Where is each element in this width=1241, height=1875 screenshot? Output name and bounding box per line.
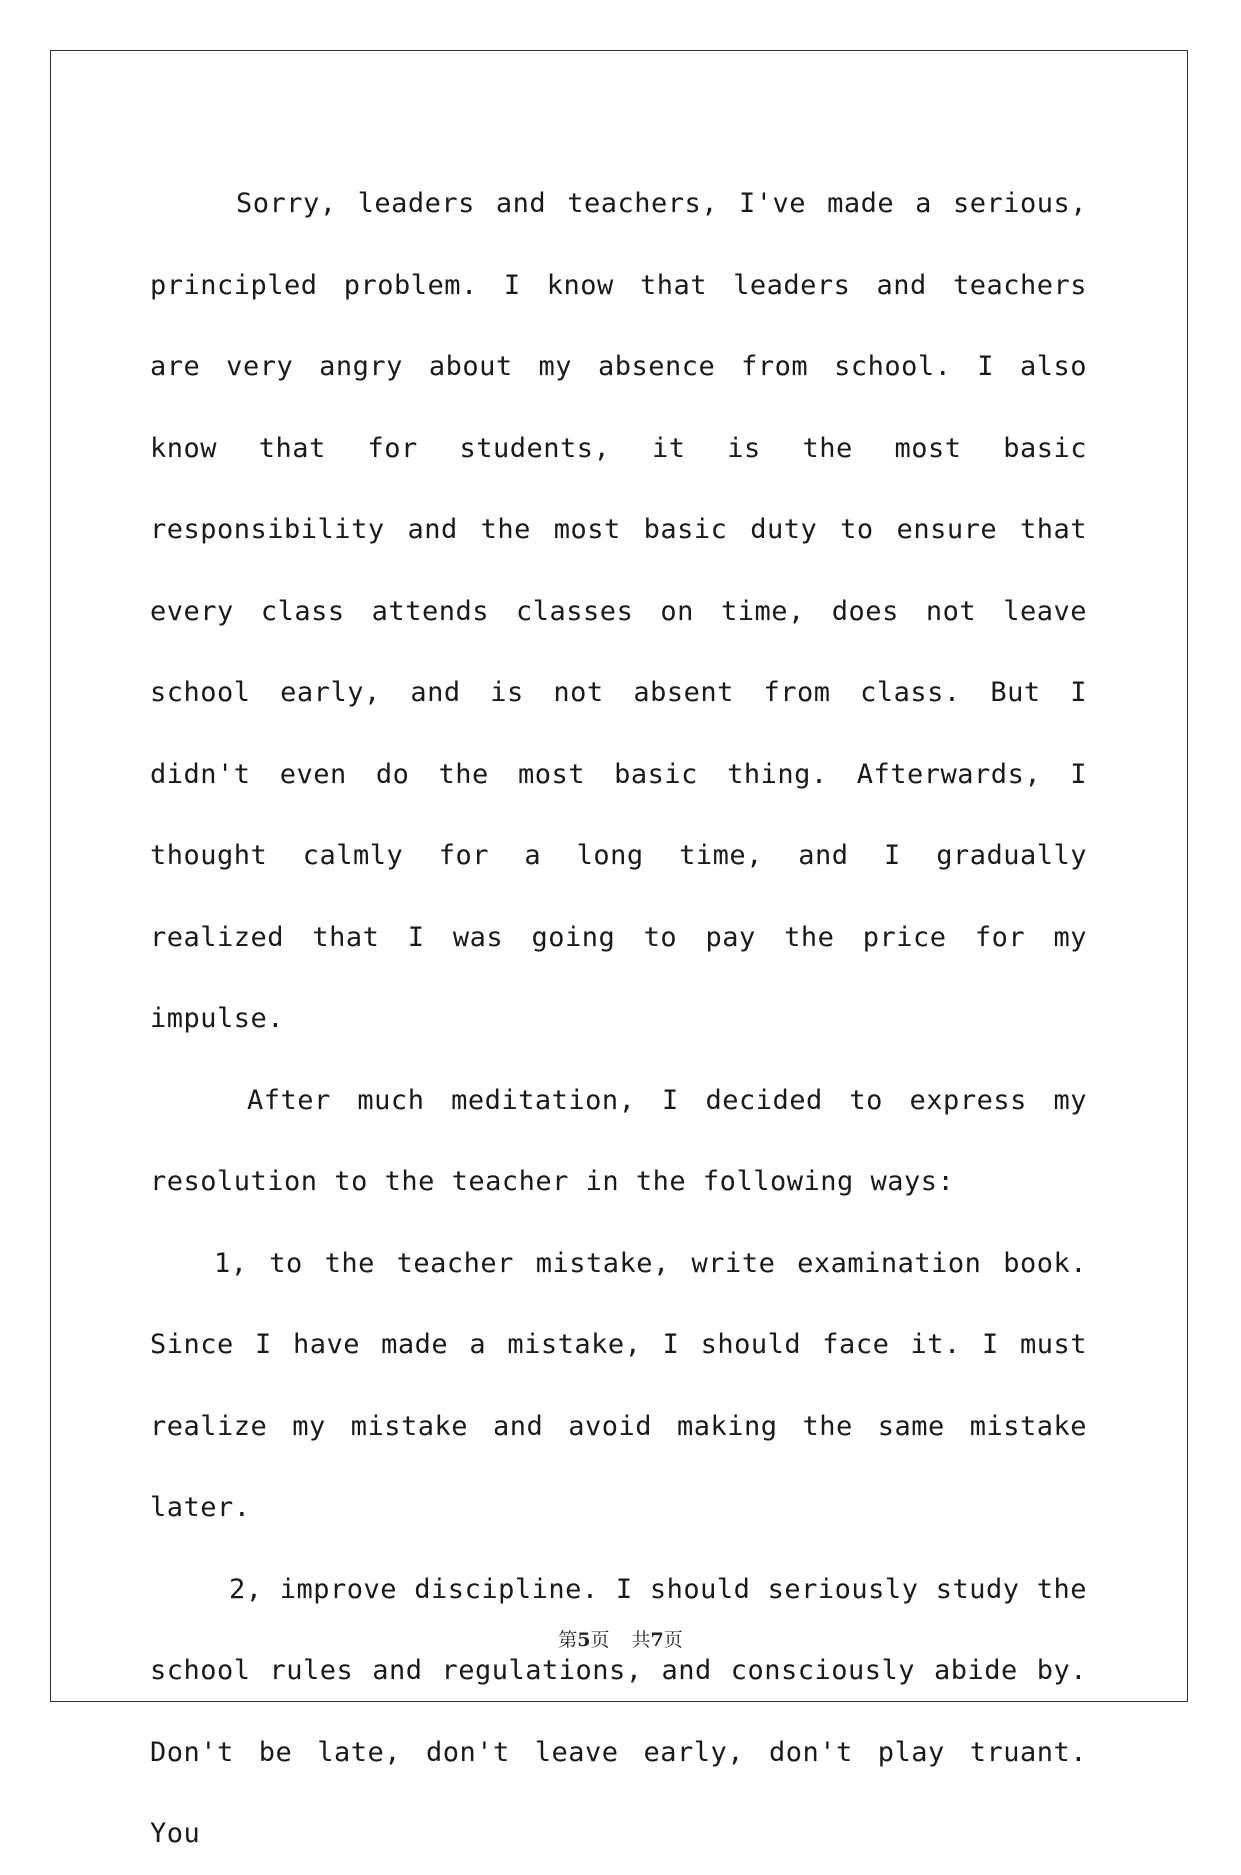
paragraph-resolution-intro: After much meditation, I decided to express my resolution to the teacher in the following ways: [150,1084,1087,1197]
paragraph-item-1: 1, to the teacher mistake, write examination book. Since I have made a mistake, I should face it. I must realize my mistake and avoid making the same mistake later. [150,1247,1087,1523]
footer-page-suffix: 页 [590,1629,610,1651]
footer-page-prefix: 第 [558,1629,578,1651]
footer-page-total: 7 [650,1629,664,1651]
document-body [150,163,1087,1875]
paragraph-apology: Sorry, leaders and teachers, I've made a serious, principled problem. I know that leaders and teachers are very angry about my absence from school. I also know that for students, it is the most basic responsibility and the most basic duty to ensure that every class attends classes on time, does not leave school early, and is not absent from class. But I didn't even do the most basic thing. Afterwards, I thought calmly for a long time, and I gradually realized that I was going to pay the price for my impulse. [150,188,1087,1034]
footer-total-prefix: 共 [631,1629,651,1651]
page-footer [0,1628,1241,1652]
paragraph-item-2: 2, improve discipline. I should seriously study the school rules and regulations, and consciously abide by. Don't be late, don't leave early, don't play truant. You [150,1573,1087,1849]
footer-page-current: 5 [577,1629,591,1651]
footer-total-suffix: 页 [663,1629,683,1651]
